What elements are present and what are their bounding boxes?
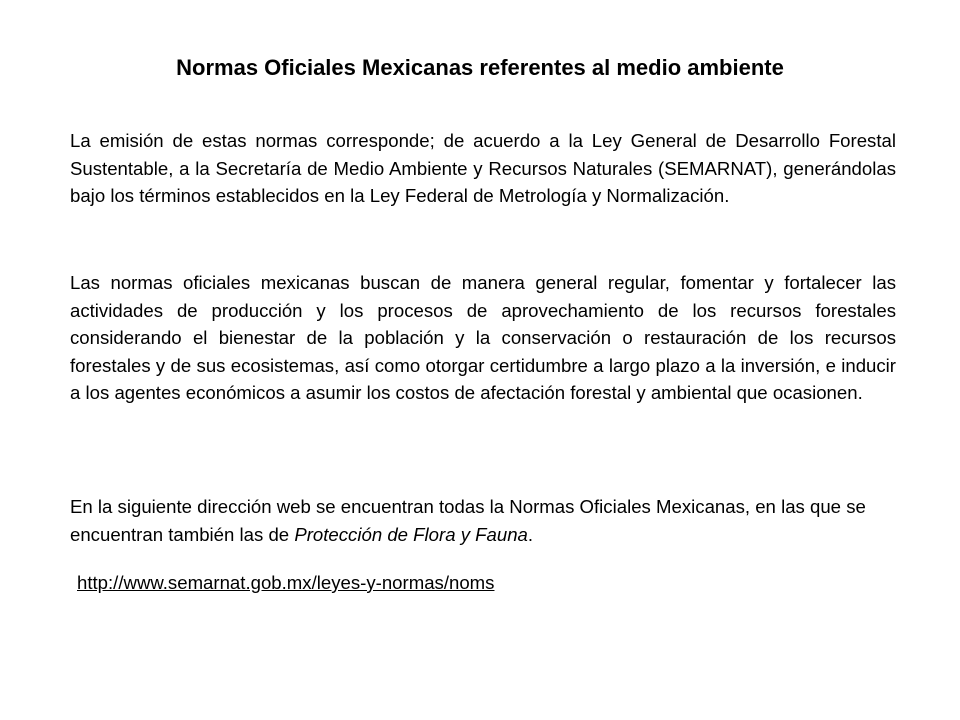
paragraph-direccion-italic: Protección de Flora y Fauna [294,523,528,545]
slide-title: Normas Oficiales Mexicanas referentes al medio ambiente [176,55,784,80]
paragraph-direccion-web [70,493,870,565]
paragraph-normas: Las normas oficiales mexicanas buscan de manera general regular, fomentar y fortalecer las actividades de producción y los procesos de aprovechamiento de los recursos forestales considerando el bienestar de la población y la conservación o restauración de los recursos forestales y de sus ecosistemas, así como otorgar certidumbre a largo plazo a la inversión, e inducir a los agentes económicos a asumir los costos de afectación forestal y ambiental que ocasionen. [70,272,896,403]
semarnat-link[interactable]: http://www.semarnat.gob.mx/leyes-y-normas/noms [77,572,495,593]
paragraph-emision: La emisión de estas normas corresponde; de acuerdo a la Ley General de Desarrollo Forestal Sustentable, a la Secretaría de Medio Ambiente y Recursos Naturales (SEMARNAT), generándolas bajo los términos establecidos en la Ley Federal de Metrología y Normalización. [70,130,896,206]
paragraph-direccion-text: En la siguiente dirección web se encuentran todas la Normas Oficiales Mexicanas, en las que se encuentran también las de [70,496,866,545]
paragraph-direccion-end: . [527,523,534,545]
